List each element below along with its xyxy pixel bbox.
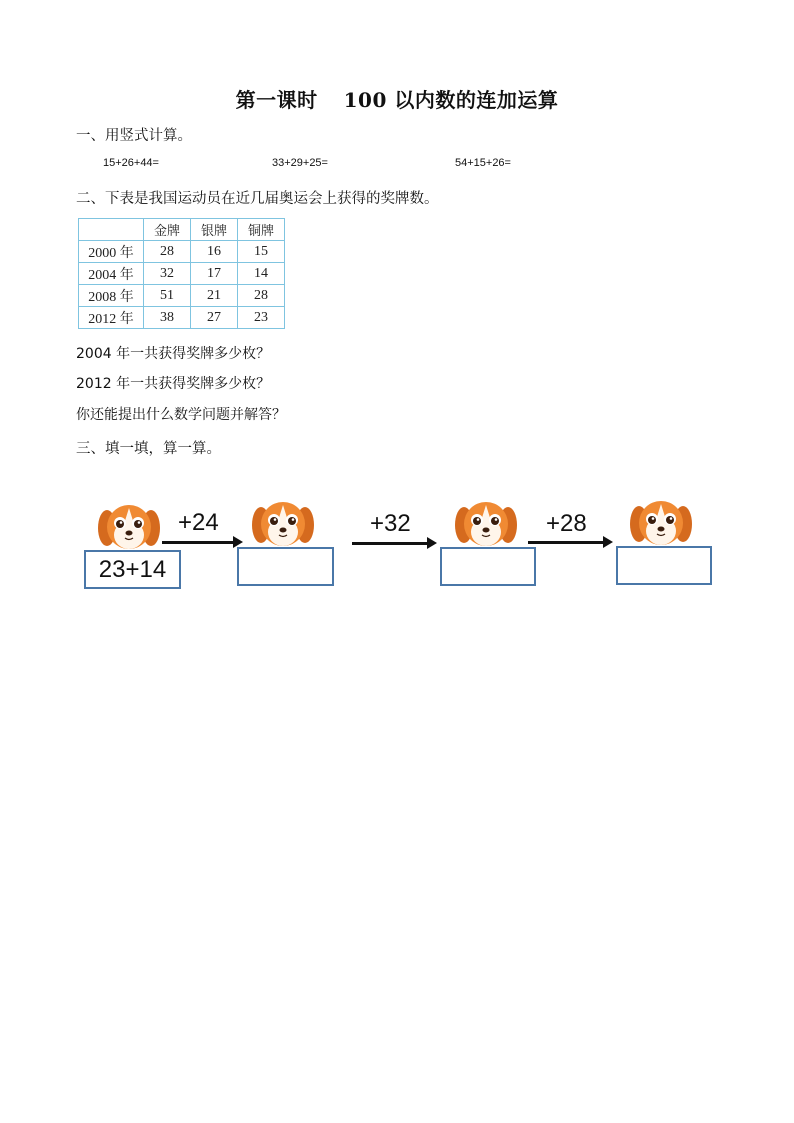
table-header-cell: 铜牌 [238, 219, 285, 241]
table-cell: 14 [238, 263, 285, 285]
table-cell: 28 [144, 241, 191, 263]
expression-2: 33+29+25= [272, 157, 328, 169]
operation-label-2: +32 [370, 510, 411, 537]
table-header-cell [79, 219, 144, 241]
answer-box-1[interactable] [237, 547, 334, 586]
lesson-label: 第一课时 [235, 88, 318, 112]
table-cell: 2000 年 [79, 241, 144, 263]
table-cell: 21 [191, 285, 238, 307]
puppy-icon [455, 499, 517, 549]
expression-3: 54+15+26= [455, 157, 511, 169]
table-cell: 27 [191, 307, 238, 329]
table-cell: 17 [191, 263, 238, 285]
start-value-box: 23+14 [84, 550, 181, 589]
table-row [79, 263, 285, 285]
question-1: 2004 年一共获得奖牌多少枚？ [76, 346, 271, 362]
table-cell: 15 [238, 241, 285, 263]
table-cell: 32 [144, 263, 191, 285]
arrow-2 [352, 542, 428, 545]
puppy-icon [252, 499, 314, 549]
table-cell: 23 [238, 307, 285, 329]
answer-box-2[interactable] [440, 547, 536, 586]
answer-box-3[interactable] [616, 546, 712, 585]
table-cell: 51 [144, 285, 191, 307]
medal-table [78, 218, 285, 329]
table-cell: 2012 年 [79, 307, 144, 329]
table-header-row [79, 219, 285, 241]
section-2-heading: 二、下表是我国运动员在近几届奥运会上获得的奖牌数。 [76, 191, 439, 207]
lesson-topic: 100 以内数的连加运算 [343, 88, 559, 112]
table-row [79, 307, 285, 329]
puppy-icon [630, 498, 692, 548]
operation-label-1: +24 [178, 509, 219, 536]
table-cell: 28 [238, 285, 285, 307]
puppy-icon [98, 502, 160, 552]
table-header-cell: 金牌 [144, 219, 191, 241]
table-cell: 2008 年 [79, 285, 144, 307]
table-header-cell: 银牌 [191, 219, 238, 241]
table-row [79, 285, 285, 307]
table-row [79, 241, 285, 263]
section-1-heading: 一、用竖式计算。 [76, 128, 192, 144]
table-cell: 38 [144, 307, 191, 329]
table-cell: 2004 年 [79, 263, 144, 285]
table-cell: 16 [191, 241, 238, 263]
page-title [0, 84, 794, 113]
arrow-3 [528, 541, 604, 544]
expression-1: 15+26+44= [103, 157, 159, 169]
question-3: 你还能提出什么数学问题并解答？ [76, 407, 286, 423]
section-3-heading: 三、填一填，算一算。 [76, 441, 221, 457]
question-2: 2012 年一共获得奖牌多少枚？ [76, 376, 271, 392]
operation-label-3: +28 [546, 510, 587, 537]
arrow-1 [162, 541, 234, 544]
